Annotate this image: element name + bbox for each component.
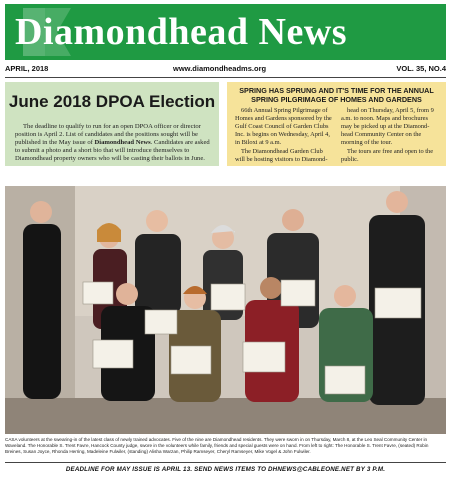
- divider: [5, 462, 446, 463]
- pilgrimage-headline: SPRING HAS SPRUNG AND IT'S TIME FOR THE ANNUAL SPRING PILGRIMAGE OF HOMES AND GARDENS: [239, 86, 434, 104]
- pilgrimage-paragraph: head on Thursday, April 5, from 9 a.m. to noon. Maps and brochures may be picked up at the Diamond-head Community Center on the morning of the tour.: [341, 107, 434, 146]
- election-body-start: The deadline to qualify to run for an open DPOA officer or director position is April 2. List of candidates and the positions sought will be published in the May issue of: [15, 123, 201, 146]
- pilgrimage-paragraph: 66th Annual Spring Pilgrimage of Homes and Gardens sponsored by the Gulf Coast Council of Garden Clubs Inc. is begins on Wednesday, April 4, in Biloxi at 9 a.m.: [235, 107, 332, 146]
- pilgrimage-article: [227, 82, 446, 166]
- volume-number: VOL. 35, NO.4: [396, 64, 446, 73]
- pilgrimage-column-2: [341, 107, 439, 165]
- group-photo-image: [5, 186, 446, 434]
- election-headline: June 2018 DPOA Election: [8, 92, 216, 111]
- pilgrimage-paragraph: The Diamondhead Garden Club will be hosting visitors to Diamond-: [235, 148, 328, 163]
- election-article: [5, 82, 219, 166]
- newspaper-title: Diamondhead News: [15, 11, 348, 53]
- website-link[interactable]: www.diamondheadms.org: [173, 64, 267, 73]
- election-body-paper: Diamondhead News: [94, 139, 151, 146]
- pilgrimage-columns: [235, 107, 439, 165]
- person-figure: [23, 201, 61, 399]
- dateline: [5, 62, 446, 76]
- casa-group-photo: [5, 186, 446, 434]
- election-body-end: . Candidates are asked to submit a photo and a short bio that will introduce themselves to Diamondhead property owners who will be casting their ballots in June.: [15, 139, 210, 162]
- deadline-footer: DEADLINE FOR MAY ISSUE IS APRIL 13. SEND NEWS ITEMS TO DHNEWS@CABLEONE.NET BY 3 P.M.: [65, 466, 386, 473]
- issue-date: APRIL, 2018: [5, 64, 49, 73]
- photo-caption: CASA volunteers at the swearing-in of the latest class of newly trained advocates. Five of the nine are Diamondhead residents. They were sworn in on Thursday, March 8, at the Leo Seal Community Center in Waveland. The Honorable S. Trent Favre, Hancock County judge, swore in the volunteers while family, friends and special guests were on hand. From left to right: The Honorable S. Trent Favre, (seated) Robin Breines, Susan Joyce, Rhonda Herring, Madeleine Fulwiler, (standing) Alisha Warzan, Philip Ramseyer, Cheryl Ramseyer, Mike Vogel & John Fulwiler.: [5, 437, 429, 454]
- pilgrimage-paragraph: The tours are free and open to the public.: [341, 148, 434, 163]
- election-body: [15, 123, 211, 163]
- pilgrimage-column-1: [235, 107, 333, 165]
- divider: [5, 77, 446, 78]
- masthead: [5, 4, 446, 60]
